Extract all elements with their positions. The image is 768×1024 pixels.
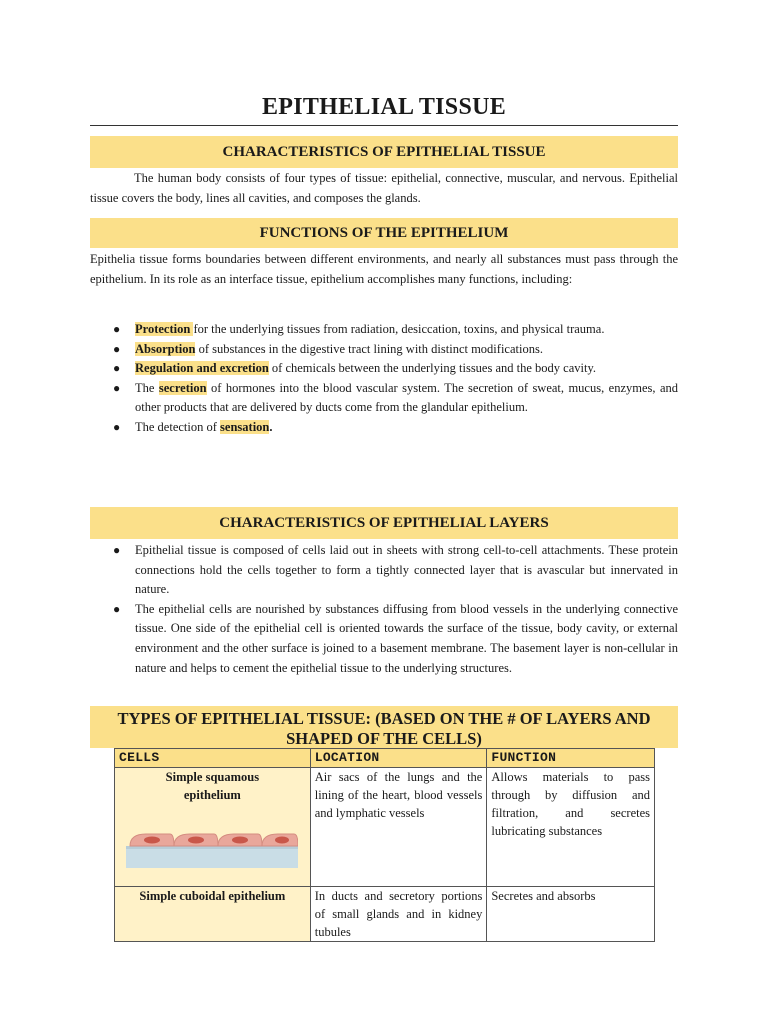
title-underline — [90, 125, 678, 126]
simple-squamous-illustration — [126, 820, 298, 870]
page-title: EPITHELIAL TISSUE — [261, 94, 507, 120]
cell-type: Simple cuboidal epithelium — [115, 887, 311, 942]
characteristics-paragraph — [90, 169, 678, 208]
list-item: ● The secretion of hormones into the blood vascular system. The secretion of sweat, mucus, enzymes, and other products that are delivered by ducts come from the glandular epithelium. — [113, 380, 678, 415]
cell-type — [115, 768, 311, 887]
cell-function: Secretes and absorbs — [487, 887, 655, 942]
types-heading-line2: SHAPED OF THE CELLS) — [286, 729, 482, 748]
types-heading-line1: TYPES OF EPITHELIAL TISSUE: (BASED ON THE # OF LAYERS AND — [117, 709, 651, 728]
list-item: ● The detection of sensation. — [90, 418, 678, 438]
list-item: ● Regulation and excretion of chemicals between the underlying tissues and the body cavity. — [90, 359, 678, 379]
layers-list — [90, 541, 678, 678]
bullet-icon: ● — [113, 361, 121, 376]
epithelial-types-table — [114, 748, 655, 942]
table-row — [115, 768, 655, 887]
functions-intro: Epithelia tissue forms boundaries between different environments, and nearly all substances must pass through the epithelium. In its role as an interface tissue, epithelium accomplishes many functions, including: — [90, 252, 678, 286]
list-item: ● Protection for the underlying tissues from radiation, desiccation, toxins, and physical trauma. — [90, 320, 678, 340]
cell-location: In ducts and secretory portions of small glands and in kidney tubules — [310, 887, 487, 942]
column-header-cells: CELLS — [115, 749, 311, 768]
table-row — [115, 887, 655, 942]
bullet-icon: ● — [113, 543, 121, 557]
section-heading-functions: FUNCTIONS OF THE EPITHELIUM — [90, 218, 678, 248]
table-header-row — [115, 749, 655, 768]
section-heading-layers: CHARACTERISTICS OF EPITHELIAL LAYERS — [90, 507, 678, 539]
column-header-function: FUNCTION — [487, 749, 655, 768]
cell-location: Air sacs of the lungs and the lining of the heart, blood vessels and lymphatic vessels — [310, 768, 487, 887]
bullet-icon: ● — [113, 341, 121, 356]
bullet-icon: ● — [113, 322, 121, 336]
characteristics-text: The human body consists of four types of tissue: epithelial, connective, muscular, and nervous. Epithelial tissue covers the body, lines all cavities, and composes the glands. — [90, 171, 678, 205]
bullet-icon: ● — [113, 601, 121, 616]
cell-function: Allows materials to pass through by diffusion and filtration, and secretes lubricating substances — [487, 768, 655, 887]
list-item: ● The epithelial cells are nourished by substances diffusing from blood vessels in the underlying connective tissue. One side of the epithelial cell is oriented towards the surface of the tissue, body cavity, or external environment and the other surface is joined to a basement membrane. The basement layer is non-cellular in nature and helps to cement the epithelial tissue to the underlying structures. — [113, 601, 678, 675]
functions-list — [90, 320, 678, 438]
bullet-icon: ● — [113, 380, 121, 395]
section-heading-types — [90, 706, 678, 748]
cell-type-label: Simple squamous epithelium — [165, 770, 260, 802]
list-item: ● Absorption of substances in the digestive tract lining with distinct modifications. — [90, 340, 678, 360]
list-item: ● Epithelial tissue is composed of cells laid out in sheets with strong cell-to-cell attachments. These protein connections hold the cells together to form a tightly connected layer that is avascular but innervated in nature. — [113, 543, 678, 597]
column-header-location: LOCATION — [310, 749, 487, 768]
section-heading-characteristics: CHARACTERISTICS OF EPITHELIAL TISSUE — [90, 136, 678, 168]
bullet-icon: ● — [113, 419, 121, 434]
